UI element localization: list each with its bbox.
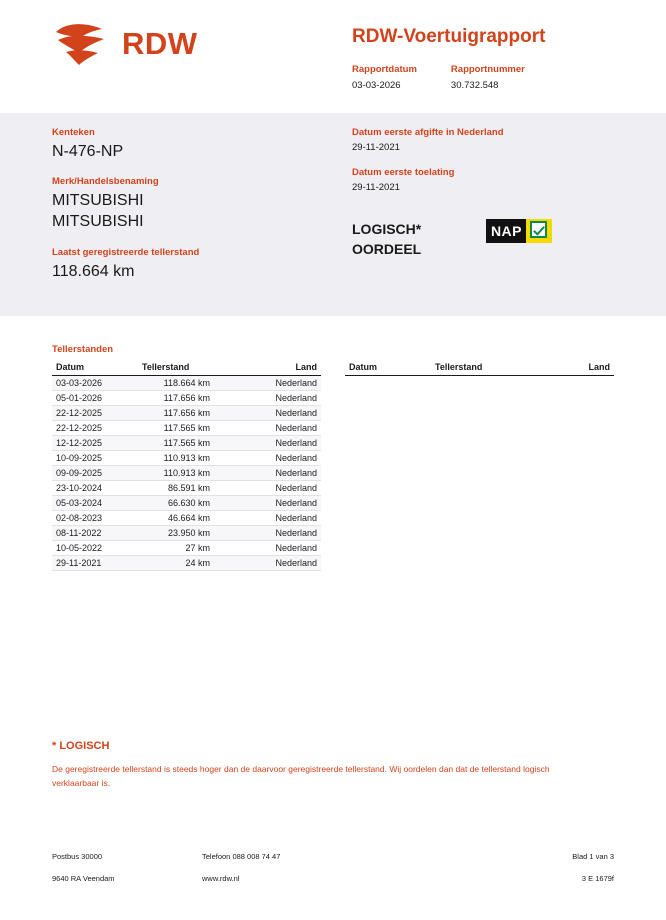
first-admission-value: 29-11-2021 xyxy=(352,182,400,193)
table-row xyxy=(52,495,321,510)
document-footer xyxy=(52,852,614,896)
verdict-line-1: LOGISCH* xyxy=(352,221,422,237)
odometer-table-right xyxy=(345,362,614,376)
first-issue-label: Datum eerste afgifte in Nederland xyxy=(352,127,504,138)
cell-reading: 117.565 km xyxy=(138,420,256,435)
table-row xyxy=(52,405,321,420)
table-row xyxy=(52,420,321,435)
odometer-label: Laatst geregistreerde tellerstand xyxy=(52,246,200,258)
cell-date: 10-05-2022 xyxy=(52,540,138,555)
table-row xyxy=(52,375,321,390)
column-header-date: Datum xyxy=(345,362,431,376)
cell-date: 08-11-2022 xyxy=(52,525,138,540)
footnote-block xyxy=(52,740,614,791)
table-row xyxy=(52,540,321,555)
cell-date: 22-12-2025 xyxy=(52,405,138,420)
table-row xyxy=(52,555,321,570)
report-date-block xyxy=(352,64,417,91)
rdw-logo-text: RDW xyxy=(122,25,198,61)
table-header-row xyxy=(52,362,321,376)
cell-reading: 27 km xyxy=(138,540,256,555)
column-header-reading: Tellerstand xyxy=(138,362,256,376)
cell-date: 12-12-2025 xyxy=(52,435,138,450)
first-admission-label: Datum eerste toelating xyxy=(352,167,455,178)
odometer-table-left xyxy=(52,362,321,571)
cell-reading: 117.565 km xyxy=(138,435,256,450)
cell-date: 10-09-2025 xyxy=(52,450,138,465)
vehicle-info-left xyxy=(52,127,352,296)
header-right xyxy=(352,20,614,91)
cell-date: 03-03-2026 xyxy=(52,375,138,390)
brand-line-2: MITSUBISHI xyxy=(52,212,144,230)
table-row xyxy=(52,465,321,480)
verdict-block xyxy=(352,219,614,260)
cell-reading: 117.656 km xyxy=(138,390,256,405)
footnote-title: * LOGISCH xyxy=(52,740,110,752)
footnote-text: De geregistreerde tellerstand is steeds hoger dan de daarvoor geregistreerde tellerstand. Wij oordelen dan dat de tellerstand logisch verklaarbaar is. xyxy=(52,764,550,789)
nap-badge xyxy=(486,219,552,243)
cell-reading: 110.913 km xyxy=(138,465,256,480)
odometer-table-left-wrap xyxy=(52,362,321,571)
report-number-value: 30.732.548 xyxy=(450,80,499,91)
report-date-value: 03-03-2026 xyxy=(352,80,401,91)
report-meta xyxy=(352,64,614,91)
cell-country: Nederland xyxy=(256,465,321,480)
cell-reading: 118.664 km xyxy=(138,375,256,390)
cell-reading: 46.664 km xyxy=(138,510,256,525)
column-header-date: Datum xyxy=(52,362,138,376)
footer-row-2 xyxy=(52,874,614,883)
cell-country: Nederland xyxy=(256,510,321,525)
footer-phone: Telefoon 088 008 74 47 xyxy=(202,852,281,861)
cell-country: Nederland xyxy=(256,525,321,540)
odometer-section-title: Tellerstanden xyxy=(52,343,114,355)
table-row xyxy=(52,390,321,405)
cell-date: 22-12-2025 xyxy=(52,420,138,435)
rdw-logo xyxy=(52,20,352,66)
cell-date: 09-09-2025 xyxy=(52,465,138,480)
table-row xyxy=(52,450,321,465)
odometer-table-right-wrap xyxy=(345,362,614,571)
table-header-row xyxy=(345,362,614,376)
cell-country: Nederland xyxy=(256,555,321,570)
document-header xyxy=(0,0,666,91)
cell-reading: 110.913 km xyxy=(138,450,256,465)
cell-country: Nederland xyxy=(256,375,321,390)
licence-label: Kenteken xyxy=(52,127,95,138)
report-number-block xyxy=(451,64,525,91)
footer-page-count: Blad 1 van 3 xyxy=(572,852,614,861)
cell-country: Nederland xyxy=(256,495,321,510)
verdict-line-2: OORDEEL xyxy=(352,241,422,258)
vehicle-info-right xyxy=(352,127,614,296)
cell-date: 02-08-2023 xyxy=(52,510,138,525)
cell-date: 05-03-2024 xyxy=(52,495,138,510)
licence-value: N-476-NP xyxy=(52,143,124,160)
footer-row-1 xyxy=(52,852,614,861)
column-header-country: Land xyxy=(256,362,321,376)
table-row xyxy=(52,525,321,540)
odometer-value: 118.664 km xyxy=(52,262,135,280)
footer-address-city: 9640 RA Veendam xyxy=(52,874,115,883)
column-header-reading: Tellerstand xyxy=(431,362,549,376)
footer-address-po: Postbus 30000 xyxy=(52,852,103,861)
rdw-flame-icon xyxy=(52,20,114,66)
footer-website[interactable]: www.rdw.nl xyxy=(202,874,240,883)
report-number-label: Rapportnummer xyxy=(450,64,525,75)
odometer-tables xyxy=(52,362,614,571)
cell-reading: 66.630 km xyxy=(138,495,256,510)
cell-date: 23-10-2024 xyxy=(52,480,138,495)
cell-reading: 86.591 km xyxy=(138,480,256,495)
odometer-section xyxy=(0,316,666,571)
cell-reading: 23.950 km xyxy=(138,525,256,540)
nap-badge-text: NAP xyxy=(486,219,526,243)
cell-date: 29-11-2021 xyxy=(52,555,138,570)
brand-line-1: MITSUBISHI xyxy=(52,192,144,209)
footer-doc-code: 3 E 1679f xyxy=(581,874,614,883)
column-header-country: Land xyxy=(549,362,614,376)
cell-reading: 24 km xyxy=(138,555,256,570)
brand-label: Merk/Handelsbenaming xyxy=(52,176,159,187)
vehicle-info-band xyxy=(0,113,666,316)
cell-country: Nederland xyxy=(256,450,321,465)
table-row xyxy=(52,435,321,450)
report-title: RDW-Voertuigrapport xyxy=(352,26,546,47)
table-row xyxy=(52,480,321,495)
table-row xyxy=(52,510,321,525)
cell-date: 05-01-2026 xyxy=(52,390,138,405)
cell-country: Nederland xyxy=(256,540,321,555)
cell-country: Nederland xyxy=(256,405,321,420)
cell-country: Nederland xyxy=(256,420,321,435)
cell-reading: 117.656 km xyxy=(138,405,256,420)
cell-country: Nederland xyxy=(256,435,321,450)
first-issue-value: 29-11-2021 xyxy=(352,142,400,153)
report-date-label: Rapportdatum xyxy=(352,64,417,75)
nap-check-icon xyxy=(526,219,552,243)
odometer-rows-left xyxy=(52,375,321,570)
cell-country: Nederland xyxy=(256,480,321,495)
cell-country: Nederland xyxy=(256,390,321,405)
